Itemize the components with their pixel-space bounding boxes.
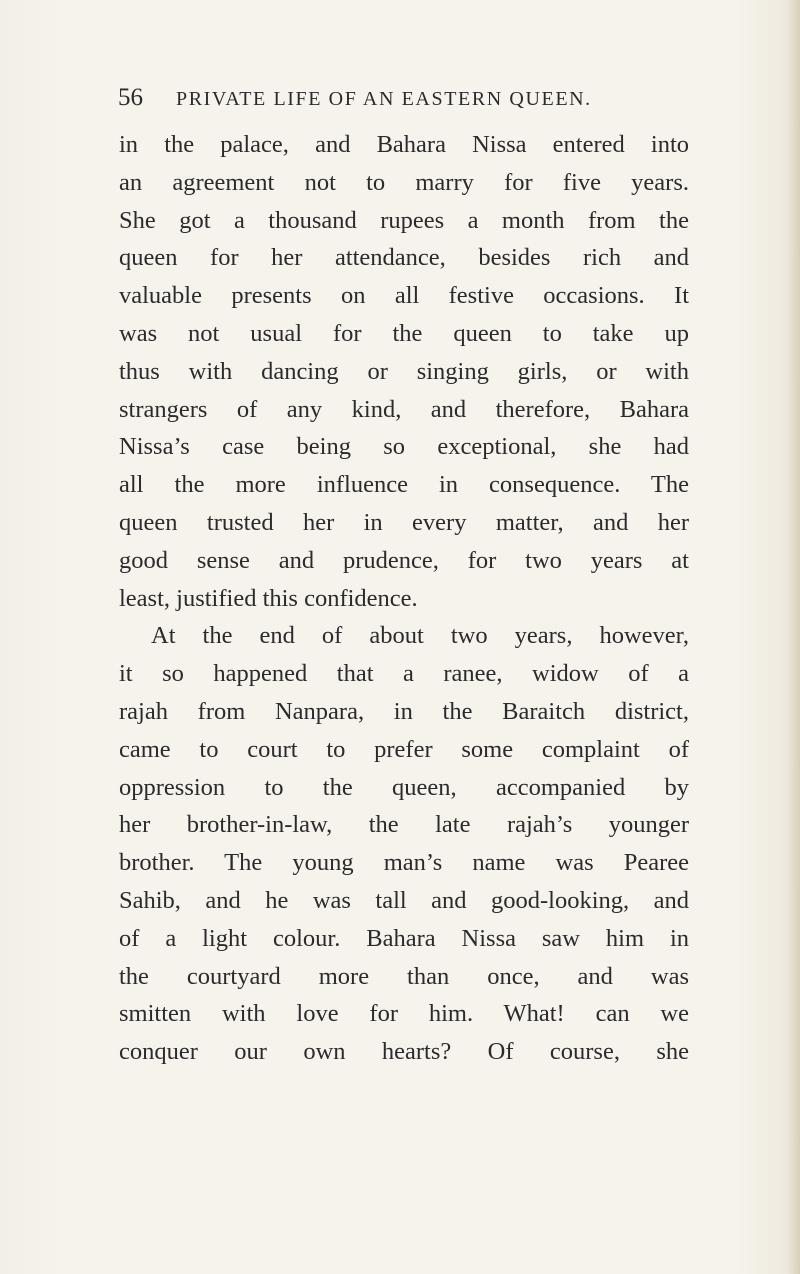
page-number: 56 xyxy=(118,84,143,111)
running-head: PRIVATE LIFE OF AN EASTERN QUEEN. xyxy=(176,88,592,110)
page-header xyxy=(118,82,688,114)
text-line: queen trusted her in every matter, and her xyxy=(119,508,689,536)
paragraph-end-line: least, justified this confidence. xyxy=(119,584,418,612)
text-line: her brother-in-law, the late rajah’s younger xyxy=(119,811,689,839)
text-line: it so happened that a ranee, widow of a xyxy=(119,660,689,688)
page-edge-shadow xyxy=(786,0,800,1274)
text-line: strangers of any kind, and therefore, Bahara xyxy=(119,395,689,423)
paragraph-start-line: At the end of about two years, however, xyxy=(151,622,689,650)
text-line: valuable presents on all festive occasions. It xyxy=(119,282,689,310)
text-line: She got a thousand rupees a month from the xyxy=(119,206,689,234)
text-line: all the more influence in consequence. The xyxy=(119,471,689,499)
text-line: smitten with love for him. What! can we xyxy=(119,1000,689,1028)
body-text xyxy=(119,126,689,1071)
text-line: was not usual for the queen to take up xyxy=(119,319,689,347)
text-line: Sahib, and he was tall and good-looking, and xyxy=(119,886,689,914)
text-line: conquer our own hearts? Of course, she xyxy=(119,1038,689,1066)
text-line: brother. The young man’s name was Pearee xyxy=(119,849,689,877)
text-line: of a light colour. Bahara Nissa saw him in xyxy=(119,924,689,952)
text-line: Nissa’s case being so exceptional, she had xyxy=(119,433,689,461)
text-line: the courtyard more than once, and was xyxy=(119,962,689,990)
text-line: in the palace, and Bahara Nissa entered into xyxy=(119,131,689,158)
text-line: came to court to prefer some complaint of xyxy=(119,735,689,763)
text-line: queen for her attendance, besides rich and xyxy=(119,244,689,272)
text-line: good sense and prudence, for two years at xyxy=(119,546,689,574)
text-line: oppression to the queen, accompanied by xyxy=(119,773,689,801)
text-line: an agreement not to marry for five years. xyxy=(119,168,689,196)
text-line: rajah from Nanpara, in the Baraitch district, xyxy=(119,697,689,725)
text-line: thus with dancing or singing girls, or with xyxy=(119,357,689,385)
